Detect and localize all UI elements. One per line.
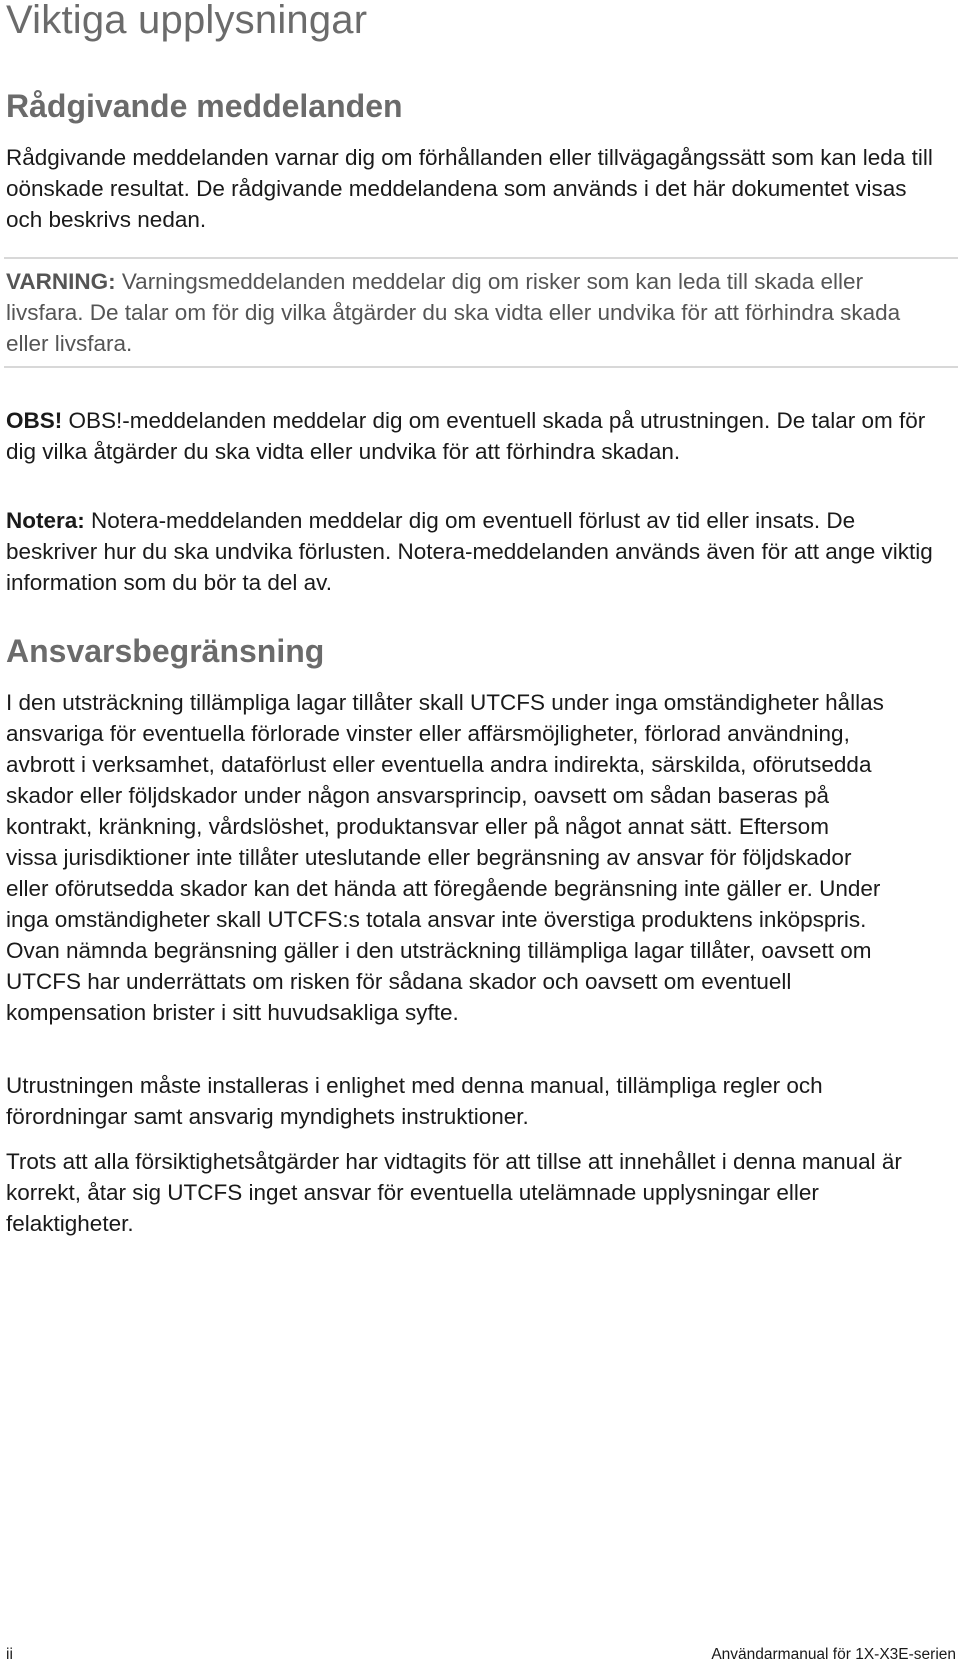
page-number: ii	[6, 1646, 13, 1663]
disclaimer-paragraph: I den utsträckning tillämpliga lagar tillåter skall UTCFS under inga omständigheter hållas ansvariga för eventuella förlorade vinster eller affärsmöjligheter, förlorad användning, avbrott i verksamhet, dataförlust eller eventuella andra indirekta, särskilda, oförutsedda skador eller följdskador under någon ansvarsprincip, oavsett om sådan baseras på kontrakt, kränkning, vårdslöshet, produktansvar eller på något annat sätt. Eftersom vissa jurisdiktioner inte tillåter uteslutande eller begränsning av ansvar för följdskador eller oförutsedda skador kan det hända att föregående begränsning inte gäller er. Under inga omständigheter skall UTCFS:s totala ansvar inte överstiga produktens inköpspris. Ovan nämnda begränsning gäller i den utsträckning tillämpliga lagar tillåter, oavsett om UTCFS har underrättats om risken för sådana skador och oavsett om eventuell kompensation brister i sitt huvudsakliga syfte.	[6, 690, 884, 1025]
warning-text: Varningsmeddelanden meddelar dig om risker som kan leda till skada eller livsfara. De talar om för dig vilka åtgärder du ska vidta eller undvika för att förhindra skada eller livsfara.	[6, 269, 901, 356]
page-title: Viktiga upplysningar	[6, 0, 368, 42]
divider	[4, 366, 958, 368]
disclaimer-paragraph: Utrustningen måste installeras i enlighet med denna manual, tillämpliga regler och förordningar samt ansvarig myndighets instruktioner.	[6, 1073, 823, 1129]
warning-label: VARNING:	[6, 269, 116, 294]
note-text: Notera-meddelanden meddelar dig om eventuell förlust av tid eller insats. De beskriver hur du ska undvika förlusten. Notera-meddelanden används även för att ange viktig information som du bör ta del av.	[6, 508, 933, 595]
obs-notice	[6, 405, 936, 467]
obs-label: OBS!	[6, 408, 63, 433]
warning-notice	[6, 266, 936, 359]
obs-text: OBS!-meddelanden meddelar dig om eventuell skada på utrustningen. De talar om för dig vilka åtgärder du ska vidta eller undvika för att förhindra skadan.	[6, 408, 926, 464]
note-label: Notera:	[6, 508, 85, 533]
disclaimer-paragraph: Trots att alla försiktighetsåtgärder har vidtagits för att tillse att innehållet i denna manual är korrekt, åtar sig UTCFS inget ansvar för eventuella utelämnade upplysningar eller felaktigheter.	[6, 1149, 902, 1236]
divider	[4, 257, 958, 259]
advisory-heading: Rådgivande meddelanden	[6, 88, 403, 124]
note-notice	[6, 505, 936, 598]
disclaimer-heading: Ansvarsbegränsning	[6, 633, 325, 669]
document-name: Användarmanual för 1X-X3E-serien	[711, 1646, 956, 1663]
advisory-intro: Rådgivande meddelanden varnar dig om förhållanden eller tillvägagångssätt som kan leda till oönskade resultat. De rådgivande meddelandena som används i det här dokumentet visas och beskrivs nedan.	[6, 145, 933, 232]
